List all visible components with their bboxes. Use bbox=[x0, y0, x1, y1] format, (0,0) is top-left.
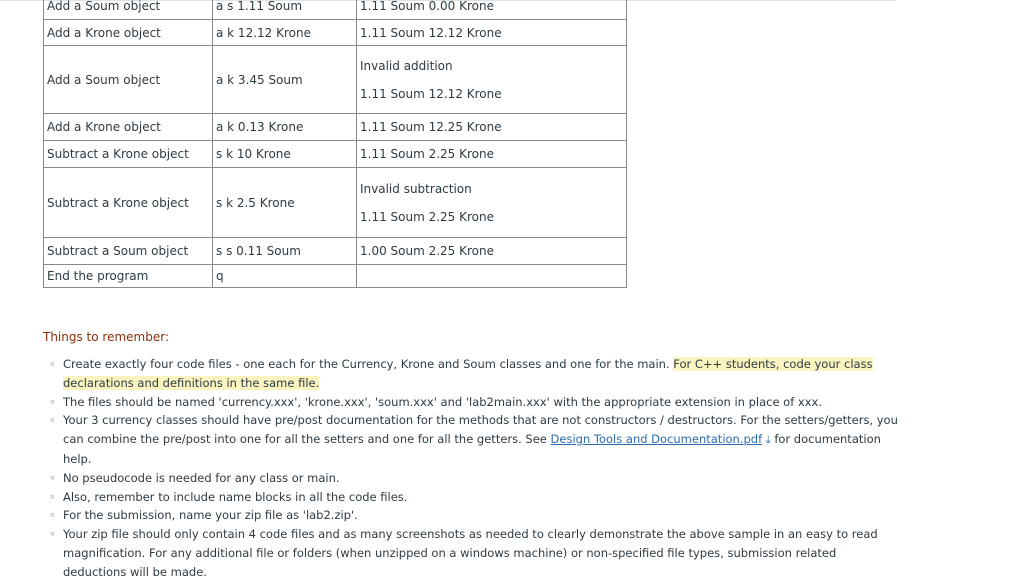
output-line: Invalid subtraction bbox=[360, 181, 472, 196]
table-row bbox=[44, 20, 627, 46]
table-row bbox=[44, 168, 627, 238]
table-row bbox=[44, 141, 627, 168]
output-line: 1.00 Soum 2.25 Krone bbox=[360, 244, 495, 258]
output-line: 1.11 Soum 2.25 Krone bbox=[360, 147, 495, 161]
list-item: ◦ The files should be named 'currency.xxx', 'krone.xxx', 'soum.xxx' and 'lab2main.xxx' with the appropriate extension in place of xxx. bbox=[63, 393, 903, 412]
input-cell: q bbox=[213, 265, 357, 288]
action-cell: Add a Soum object bbox=[44, 0, 213, 20]
requirements-list bbox=[43, 355, 903, 582]
output-cell bbox=[357, 114, 627, 141]
output-cell bbox=[357, 141, 627, 168]
things-to-remember-section bbox=[43, 329, 903, 582]
list-item: ◦ No pseudocode is needed for any class or main. bbox=[63, 469, 903, 488]
input-cell: s k 2.5 Krone bbox=[213, 168, 357, 238]
input-cell: s s 0.11 Soum bbox=[213, 238, 357, 265]
output-cell bbox=[357, 46, 627, 114]
output-cell bbox=[357, 0, 627, 20]
output-line: Invalid addition bbox=[360, 58, 453, 73]
action-cell: Subtract a Krone object bbox=[44, 141, 213, 168]
input-cell: s k 10 Krone bbox=[213, 141, 357, 168]
action-cell: Subtract a Soum object bbox=[44, 238, 213, 265]
action-cell: Add a Soum object bbox=[44, 46, 213, 114]
action-cell: Add a Krone object bbox=[44, 114, 213, 141]
output-cell bbox=[357, 238, 627, 265]
output-cell bbox=[357, 168, 627, 238]
list-item-text: Create exactly four code files - one each for the Currency, Krone and Soum classes and one for the main. bbox=[63, 357, 674, 371]
action-cell: End the program bbox=[44, 265, 213, 288]
table-row bbox=[44, 0, 627, 20]
list-item bbox=[63, 355, 903, 393]
table-row bbox=[44, 114, 627, 141]
output-line: 1.11 Soum 0.00 Krone bbox=[360, 0, 495, 13]
design-tools-pdf-link[interactable]: Design Tools and Documentation.pdf bbox=[550, 432, 763, 447]
output-line: 1.11 Soum 12.25 Krone bbox=[360, 120, 502, 134]
output-line: 1.11 Soum 2.25 Krone bbox=[360, 209, 495, 224]
input-cell: a s 1.11 Soum bbox=[213, 0, 357, 20]
output-line: 1.11 Soum 12.12 Krone bbox=[360, 86, 502, 101]
output-line: 1.11 Soum 12.12 Krone bbox=[360, 25, 502, 40]
input-cell: a k 3.45 Soum bbox=[213, 46, 357, 114]
input-cell: a k 0.13 Krone bbox=[213, 114, 357, 141]
action-cell: Add a Krone object bbox=[44, 20, 213, 46]
list-item: ◦ Your zip file should only contain 4 code files and as many screenshots as needed to clearly demonstrate the above sample in an easy to read magnification. For any additional file or folders (when unzipped on a windows machine) or non-specified file types, submission related deductions will be made. bbox=[63, 525, 903, 581]
highlighted-text: For C++ students, code your class declarations and definitions in the same file. bbox=[63, 357, 873, 390]
list-item: ◦ Also, remember to include name blocks in all the code files. bbox=[63, 488, 903, 507]
table-row bbox=[44, 46, 627, 114]
section-heading: Things to remember: bbox=[43, 330, 169, 344]
table-row bbox=[44, 238, 627, 265]
input-cell: a k 12.12 Krone bbox=[213, 20, 357, 46]
list-item bbox=[63, 411, 903, 468]
list-item: ◦ For the submission, name your zip file as 'lab2.zip'. bbox=[63, 506, 903, 525]
table-row bbox=[44, 265, 627, 288]
output-cell bbox=[357, 20, 627, 46]
list-item-text: Your 3 currency classes should have pre/post documentation for the methods that are not constructors / destructors. For the setters/getters, you can combine the pre/post into one for all the setters and one for all the getters. See bbox=[63, 413, 898, 447]
sample-run-table bbox=[43, 0, 627, 288]
output-cell bbox=[357, 265, 627, 288]
list-item-text: for documentation help. bbox=[63, 432, 881, 466]
download-icon[interactable]: ⤓ bbox=[765, 433, 771, 447]
action-cell: Subtract a Krone object bbox=[44, 168, 213, 238]
